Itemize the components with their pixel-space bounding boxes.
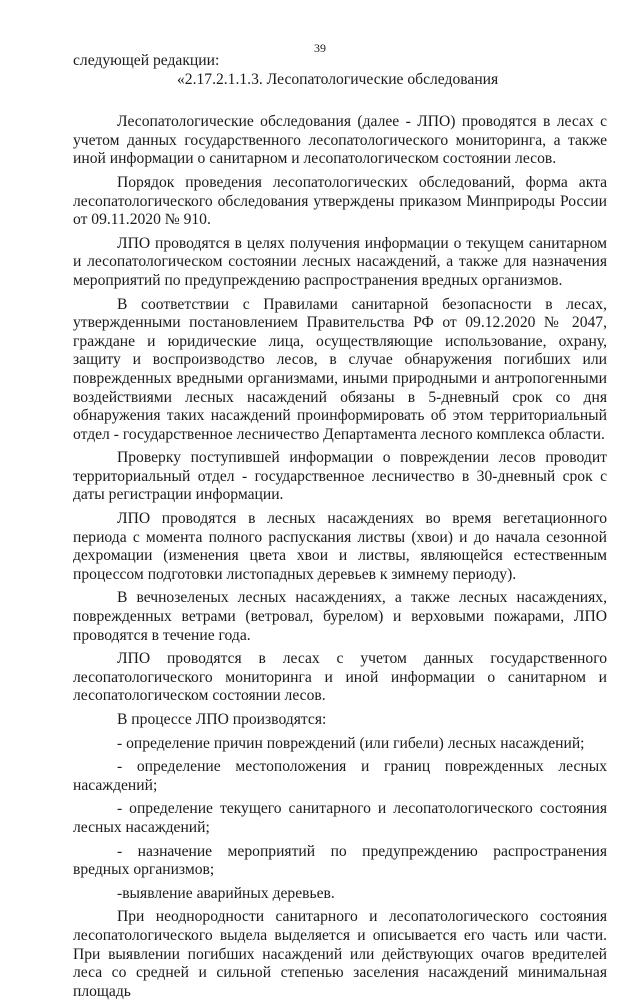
page-number: 39 [314, 41, 326, 55]
paragraph: ЛПО проводятся в лесных насаждениях во время вегетационного периода с момента полного распускания листвы (хвои) и до начала сезонной дехромации (изменения цвета хвои и листвы, являющейся естественным процессом подготовки листопадных деревьев к зимнему периоду). [73, 510, 607, 583]
closing-paragraph: При неоднородности санитарного и лесопатологического состояния лесопатологического выдела выделяется и описывается его часть или части. При выявлении погибших насаждений или действующих очагов вредителей леса со средней и сильной степенью заселения насаждений минимальная площадь [73, 908, 607, 1000]
paragraph: Проверку поступившей информации о повреждении лесов проводит территориальный отдел - государственное лесничество в 30-дневный срок с даты регистрации информации. [73, 449, 607, 504]
paragraph: В процессе ЛПО производятся: [117, 711, 327, 728]
section-heading: «2.17.2.1.1.3. Лесопатологические обследования [177, 70, 499, 88]
list-item: - определение причин повреждений (или гибели) лесных насаждений; [117, 734, 585, 752]
list-item: -выявление аварийных деревьев. [117, 884, 335, 902]
paragraph: В соответствии с Правилами санитарной безопасности в лесах, утвержденными постановлением Правительства РФ от 09.12.2020 № 2047, граждане и юридические лица, осуществляющие использование, охрану, защиту и воспроизводство лесов, в случае обнаружения погибших или поврежденных вредными организмами, иными природными и антропогенными воздействиями лесных насаждений обязаны в 5-дневный срок со дня обнаружения таких насаждений проинформировать об этом территориальный отдел - государственное лесничество Департамента лесного комплекса области. [73, 295, 607, 443]
list-item: - определение текущего санитарного и лесопатологического состояния лесных насаждений; [73, 800, 607, 836]
paragraph: В вечнозеленых лесных насаждениях, а также лесных насаждениях, поврежденных ветрами (ветровал, бурелом) и верховыми пожарами, ЛПО проводятся в течение года. [73, 589, 607, 644]
paragraph: ЛПО проводятся в целях получения информации о текущем санитарном и лесопатологическом состоянии лесных насаждений, а также для назначения мероприятий по предупреждению распространения вредных организмов. [73, 234, 607, 289]
list-item: - назначение мероприятий по предупреждению распространения вредных организмов; [73, 842, 607, 879]
document-body [73, 52, 607, 1001]
paragraph: ЛПО проводятся в лесах с учетом данных государственного лесопатологического мониторинга и иной информации о санитарном и лесопатологическом состоянии лесов. [73, 650, 607, 705]
paragraph: Порядок проведения лесопатологических обследований, форма акта лесопатологического обследования утверждены приказом Минприроды России от 09.11.2020 № 910. [73, 173, 607, 229]
paragraph: Лесопатологические обследования (далее - ЛПО) проводятся в лесах с учетом данных государственного лесопатологического мониторинга, а также иной информации о санитарном и лесопатологическом состоянии лесов. [73, 113, 607, 168]
lead-line: следующей редакции: [73, 52, 220, 69]
list-item: - определение местоположения и границ поврежденных лесных насаждений; [73, 758, 607, 794]
